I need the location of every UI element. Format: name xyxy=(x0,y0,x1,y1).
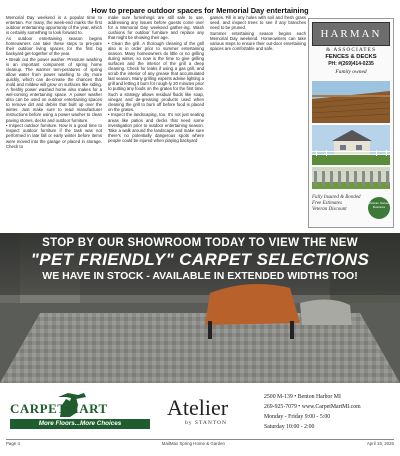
article-paragraph: • Inspect the landscaping, too. It's not just seating areas like patios and decks that need some investigation prior to outdoor entertaining season. Take a walk around the landscape and make sure there's no potentially dangerous spots where people could be injured when playing backyard xyxy=(108,112,204,143)
carpet-showroom-banner[interactable] xyxy=(0,233,400,383)
article-headline: How to prepare outdoor spaces for Memorial Day entertaining xyxy=(91,6,309,15)
harman-family-owned: Family owned xyxy=(335,69,367,75)
article-column-3 xyxy=(210,15,306,230)
article-column-1 xyxy=(6,15,102,230)
harman-logo: HARMAN xyxy=(312,22,390,46)
harman-features xyxy=(312,195,361,214)
harman-services: FENCES & DECKS xyxy=(325,54,377,60)
article-body xyxy=(6,15,306,230)
banner-line-3: WE HAVE IN STOCK - AVAILABLE IN EXTENDED WIDTHS TOO! xyxy=(42,270,358,282)
harman-associates: & ASSOCIATES xyxy=(325,47,377,53)
publication-date: April 19, 2025 xyxy=(366,441,394,446)
harman-feature: Fully Insured & Bonded xyxy=(312,195,361,200)
store-contact xyxy=(264,392,394,432)
article-paragraph: • Clean the grill. A thorough cleaning of the grill also is in order prior to summer entertaining season. Many homeowners do little or no grilling during winter, so now is the time to give grilling surfaces and the interior of the grill a deep cleaning. Check for leaks if using a gas grill, and scrub the interior of any grease that accumulated last season. Many grilling experts advise lighting a grill and letting it burn for rough-ly 20 minutes prior to putting any foods on the grates for the first time. Such a strategy allows residual fluids like soap, vinegar and de-greasing products used when cleaning the grill to burn off before food is placed on the grates. xyxy=(108,41,204,112)
hours-saturday: Saturday 10:00 - 2:00 xyxy=(264,424,315,430)
harman-feature: Free Estimates xyxy=(312,201,342,207)
deck-photo xyxy=(312,81,390,123)
carpetmart-logo[interactable] xyxy=(6,391,154,433)
hours-weekday: Monday - Friday 9:00 - 5:00 xyxy=(264,414,331,420)
house-fence-photo xyxy=(312,125,390,165)
atelier-logo: Atelier xyxy=(167,395,229,420)
banner-line-1: STOP BY OUR SHOWROOM TODAY TO VIEW THE NEW xyxy=(42,237,358,249)
footer-divider xyxy=(6,439,394,440)
carpetmart-wordmark: CARPETMART xyxy=(10,401,108,416)
veteran-badge: Veteran Owned Business xyxy=(368,197,390,219)
article-paragraph: make sure furnishings are still safe to use, addressing any issues before guests come over for a Memorial Day weekend gather-ing. Wash cushions for outdoor furniture and replace any that might be showing their age. xyxy=(108,15,204,41)
article-paragraph: Memorial Day weekend is a popular time to entertain. For many, the week-end marks the first outdoor entertaining opportunity of the year, which is certainly something to look forward to. xyxy=(6,15,102,36)
article-paragraph: Summer entertaining season begins each Memorial Day weekend. Homeowners can take various steps to ensure their out-door entertaining spaces are comfortable and safe. xyxy=(210,30,306,52)
banner-line-2: "PET FRIENDLY" CARPET SELECTIONS xyxy=(30,250,370,269)
store-phone-website[interactable]: 269-925-7079 • www.CarpetMartMI.com xyxy=(264,404,361,410)
article-paragraph: games. Fill in any holes with soil and fresh grass seed, and inspect trees to see if any branches need to be pruned. xyxy=(210,15,306,31)
carpetmart-footer-ad[interactable] xyxy=(0,385,400,437)
harman-feature: Veteran Discount xyxy=(312,207,347,213)
harman-phone: PH: #(269)414-0235 xyxy=(328,61,374,67)
article-column-2 xyxy=(108,15,204,230)
store-address: 2500 M-139 • Benton Harbor MI xyxy=(264,394,341,400)
page-footer xyxy=(6,441,394,446)
publication-name: MailMax Spring Home & Garden xyxy=(161,441,225,446)
harman-fences-ad[interactable] xyxy=(308,18,394,228)
article-paragraph: As outdoor entertaining season begins homeowners can take these steps to pre-pare their outdoor living spaces for the first big backyard get-together of the year. xyxy=(6,35,102,57)
carpetmart-tagline: More Floors...More Choices xyxy=(10,419,150,429)
article-paragraph: • Break out the power washer. Pressure washing is an important component of spring home cleanup. The warmer tem-peratures of spring allow water from power washing to dry more quickly, which can de-crease the chances that mold and mildew will grow on surfaces like siding. A freshly power washed home also makes for a wel-coming entertaining space. A power washer also can be used on outdoor entertaining spaces to remove dirt and debris that built up over the winter. Just make sure to read manufacturer instructions before using a power washer to clean paving stones, decks and outdoor furniture. xyxy=(6,56,102,123)
atelier-byline: by STANTON xyxy=(185,420,228,426)
page-number: Page 4 xyxy=(6,441,20,446)
fence-photo xyxy=(312,167,390,189)
article-paragraph: • Inspect outdoor furniture. Now is a good time to inspect outdoor furniture if the task was not performed in late fall or early winter before items were moved into the garage or placed in storage. Check to xyxy=(6,123,102,149)
